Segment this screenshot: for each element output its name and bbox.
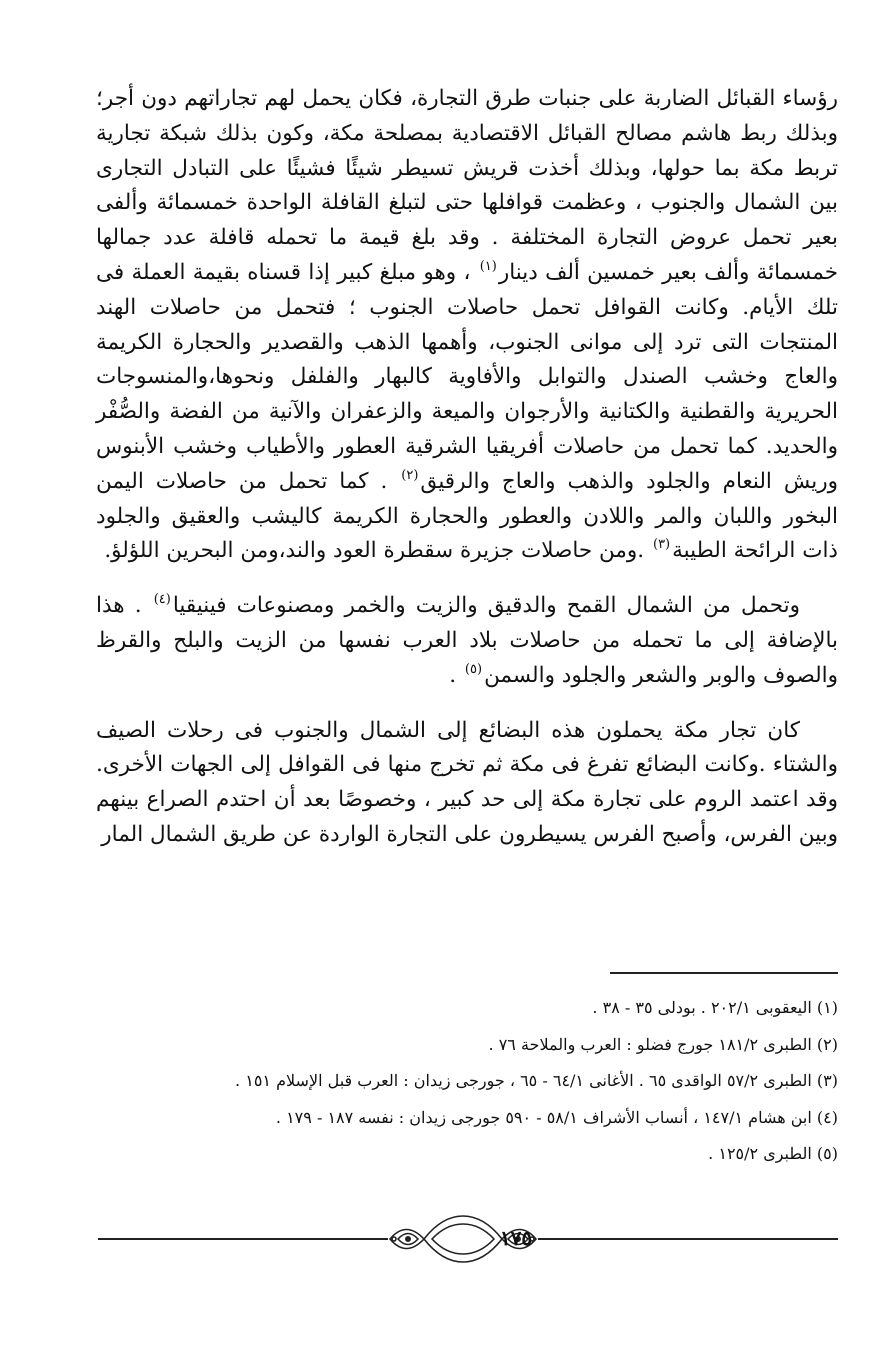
footnote-ref-5: (٥) bbox=[464, 661, 483, 677]
footnote-ref-3: (٣) bbox=[652, 537, 671, 553]
paragraph-1-text-c: . كما تحمل من حاصلات اليمن البخور واللبان والمر واللادن والعطور والحجارة الكريمة كاليشب والعقيق والجلود ذات الرائحة الطيبة bbox=[96, 468, 838, 564]
paragraph-1-text-b: ، وهو مبلغ كبير إذا قسناه بقيمة العملة فى تلك الأيام. وكانت القوافل تحمل حاصلات الجنوب ؛ فتحمل من حاصلات الهند المنتجات التى ترد إلى موانى الجنوب، وأهمها الذهب والقصدير والحجارة الكريمة والعاج وخشب الصندل والتوابل والأفاوية كالبهار والفلفل ونحوها،والمنسوجات الحريرية والقطنية والكتانية والأرجوان والميعة والزعفران والآنية من الفضة والصُّفْر والحديد. كما تحمل من حاصلات أفريقيا الشرقية العطور والأطياب وخشب الأبنوس وريش النعام والجلود والذهب والعاج والرقيق bbox=[96, 259, 838, 494]
footnotes bbox=[96, 990, 838, 1173]
footer-rule-left bbox=[98, 1238, 388, 1240]
paragraph-1-text-a: رؤساء القبائل الضاربة على جنبات طرق التجارة، فكان يحمل لهم تجاراتهم دون أجر؛ وبذلك ربط هاشم مصالح القبائل الاقتصادية بمصلحة مكة، وكون بذلك شبكة تجارية تربط مكة بما حولها، وبذلك أخذت قريش تسيطر شيئًا فشيئًا على التبادل التجارى بين الشمال والجنوب ، وعظمت قوافلها حتى لتبلغ القافلة الواحدة خمسمائة وألفى بعير تحمل عروض التجارة المختلفة . وقد بلغ قيمة ما تحمله قافلة عدد جمالها خمسمائة وألف بعير خمسين ألف دينار bbox=[96, 86, 838, 285]
footnote-1: (١) اليعقوبى ٢٠٢/١ . بودلى ٣٥ - ٣٨ . bbox=[592, 998, 838, 1017]
paragraph-2-text-b: . هذا بالإضافة إلى ما تحمله من حاصلات بلاد العرب نفسها من الزيت والبلح والقرظ والصوف والوبر والشعر والجلود والسمن bbox=[96, 593, 838, 688]
paragraph-1-text-d: .ومن حاصلات جزيرة سقطرة العود والند،ومن البحرين اللؤلؤ. bbox=[104, 538, 651, 564]
footer-rule-right bbox=[538, 1238, 838, 1240]
paragraph-3-text: كان تجار مكة يحملون هذه البضائع إلى الشمال والجنوب فى رحلات الصيف والشتاء .وكانت البضائع تفرغ فى مكة ثم تخرج منها فى القوافل إلى الجهات الأخرى. وقد اعتمد الروم على تجارة مكة إلى حد كبير ، وخصوصًا بعد أن احتدم الصراع بينهم وبين الفرس، وأصبح الفرس يسيطرون على التجارة الواردة عن طريق الشمال المار bbox=[96, 717, 838, 847]
paragraph-2-text-c: . bbox=[449, 662, 463, 688]
footnote-ref-4: (٤) bbox=[153, 592, 171, 608]
page-number: ١٧٥ bbox=[499, 1226, 533, 1250]
footnote-ref-2: (٢) bbox=[401, 467, 419, 483]
footnote-2: (٢) الطبرى ١٨١/٢ جورج فضلو : العرب والملاحة ٧٦ . bbox=[488, 1034, 838, 1054]
footnote-3: (٣) الطبرى ٥٧/٢ الواقدى ٦٥ . الأغانى ٦٤/١ - ٦٥ ، جورجى زيدان : العرب قبل الإسلام ١٥١ . bbox=[235, 1071, 838, 1090]
page-footer bbox=[98, 1210, 838, 1270]
paragraph-2-text-a: وتحمل من الشمال القمح والدقيق والزيت والخمر ومصنوعات فينيقيا bbox=[172, 593, 800, 619]
footnote-5: (٥) الطبرى ١٢٥/٢ . bbox=[708, 1144, 838, 1163]
footnote-4: (٤) ابن هشام ١٤٧/١ ، أنساب الأشراف ٥٨/١ - ٥٩٠ جورجى زيدان : نفسه ١٨٧ - ١٧٩ . bbox=[275, 1107, 838, 1127]
paragraph-1 bbox=[96, 82, 838, 569]
footnote-ref-1: (١) bbox=[479, 258, 497, 274]
footnote-separator bbox=[610, 972, 838, 974]
paragraph-2 bbox=[96, 589, 838, 693]
paragraph-3 bbox=[96, 714, 838, 853]
main-text bbox=[96, 82, 838, 853]
